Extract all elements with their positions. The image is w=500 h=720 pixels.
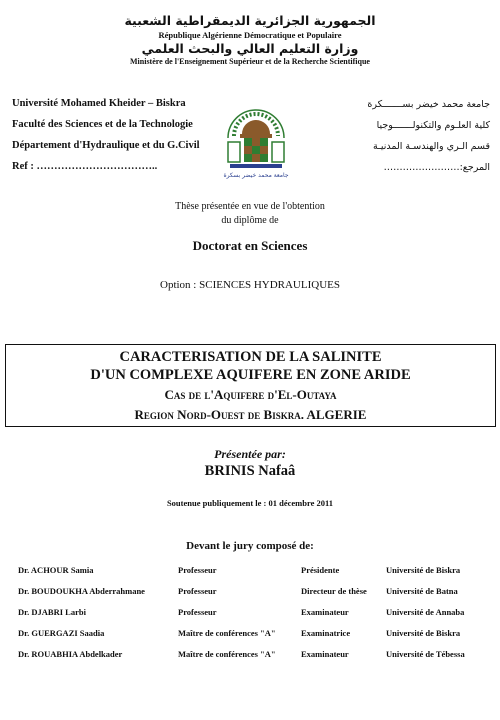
jury-name: Dr. DJABRI Larbi xyxy=(18,607,86,617)
jury-role: Présidente xyxy=(301,565,340,575)
university-name-fr: Université Mohamed Kheider – Biskra xyxy=(12,98,186,109)
department-name-ar: قسم الـري والهندسـة المدنيـة xyxy=(373,141,490,152)
jury-row xyxy=(18,649,498,670)
jury-role: Examinatrice xyxy=(301,628,351,638)
reference-ar: المرجع:…………………… xyxy=(383,162,490,173)
institution-french xyxy=(12,99,200,183)
ministry-french: Ministère de l'Enseignement Supérieur et de la Recherche Scientifique xyxy=(130,57,370,66)
logo-caption: جامعة محمد خيضر بسكرة xyxy=(223,172,289,179)
jury-grade: Maître de conférences "A" xyxy=(178,628,276,638)
title-line-4: Region Nord-Ouest de Biskra. ALGERIE xyxy=(134,407,367,422)
institution-arabic xyxy=(367,100,490,184)
jury-name: Dr. GUERGAZI Saadia xyxy=(18,628,105,638)
degree-title: Doctorat en Sciences xyxy=(192,238,308,253)
title-line-3: Cas de l'Aquifere d'El-Outaya xyxy=(164,387,337,402)
option-line: Option : SCIENCES HYDRAULIQUES xyxy=(160,279,340,291)
thesis-title-box xyxy=(5,344,496,427)
jury-row xyxy=(18,628,498,649)
republic-french: République Algérienne Démocratique et Populaire xyxy=(158,30,342,40)
jury-grade: Maître de conférences "A" xyxy=(178,649,276,659)
jury-grade: Professeur xyxy=(178,607,217,617)
reference-fr: Ref : …………………………….. xyxy=(12,161,158,172)
jury-university: Université de Biskra xyxy=(386,565,461,575)
jury-role: Directeur de thèse xyxy=(301,586,367,596)
defense-date: Soutenue publiquement le : 01 décembre 2011 xyxy=(166,498,334,508)
jury-row xyxy=(18,565,498,586)
author-name: BRINIS Nafaâ xyxy=(204,463,296,479)
jury-grade: Professeur xyxy=(178,586,217,596)
department-name-fr: Département d'Hydraulique et du G.Civil xyxy=(12,140,200,151)
jury-row xyxy=(18,586,498,607)
faculty-name-ar: كلية العلـوم والتكنولـــــــوجيا xyxy=(376,120,490,131)
jury-university: Université de Tébessa xyxy=(386,649,465,659)
jury-university: Université de Annaba xyxy=(386,607,465,617)
jury-role: Examinateur xyxy=(301,649,349,659)
jury-name: Dr. BOUDOUKHA Abderrahmane xyxy=(18,586,145,596)
jury-grade: Professeur xyxy=(178,565,217,575)
title-line-2: D'UN COMPLEXE AQUIFERE EN ZONE ARIDE xyxy=(90,367,411,383)
thesis-statement xyxy=(0,200,500,228)
jury-role: Examinateur xyxy=(301,607,349,617)
jury-name: Dr. ROUABHIA Abdelkader xyxy=(18,649,123,659)
ministry-arabic: وزارة التعليم العالي والبحث العلمي xyxy=(141,41,359,56)
university-logo-icon xyxy=(220,98,292,190)
presented-by-label: Présentée par: xyxy=(214,447,286,461)
jury-name: Dr. ACHOUR Samia xyxy=(18,565,94,575)
jury-table xyxy=(18,565,498,670)
title-line-1: CARACTERISATION DE LA SALINITE xyxy=(119,349,382,365)
faculty-name-fr: Faculté des Sciences et de la Technologie xyxy=(12,119,193,130)
jury-row xyxy=(18,607,498,628)
republic-arabic: الجمهورية الجزائرية الديمقراطية الشعبية xyxy=(124,13,376,28)
jury-heading: Devant le jury composé de: xyxy=(186,540,314,552)
jury-university: Université de Biskra xyxy=(386,628,461,638)
jury-university: Université de Batna xyxy=(386,586,458,596)
university-name-ar: جامعة محمد خيضر بســـــــكرة xyxy=(367,99,490,110)
thesis-line-2: du diplôme de xyxy=(221,215,279,226)
thesis-line-1: Thèse présentée en vue de l'obtention xyxy=(175,201,325,212)
